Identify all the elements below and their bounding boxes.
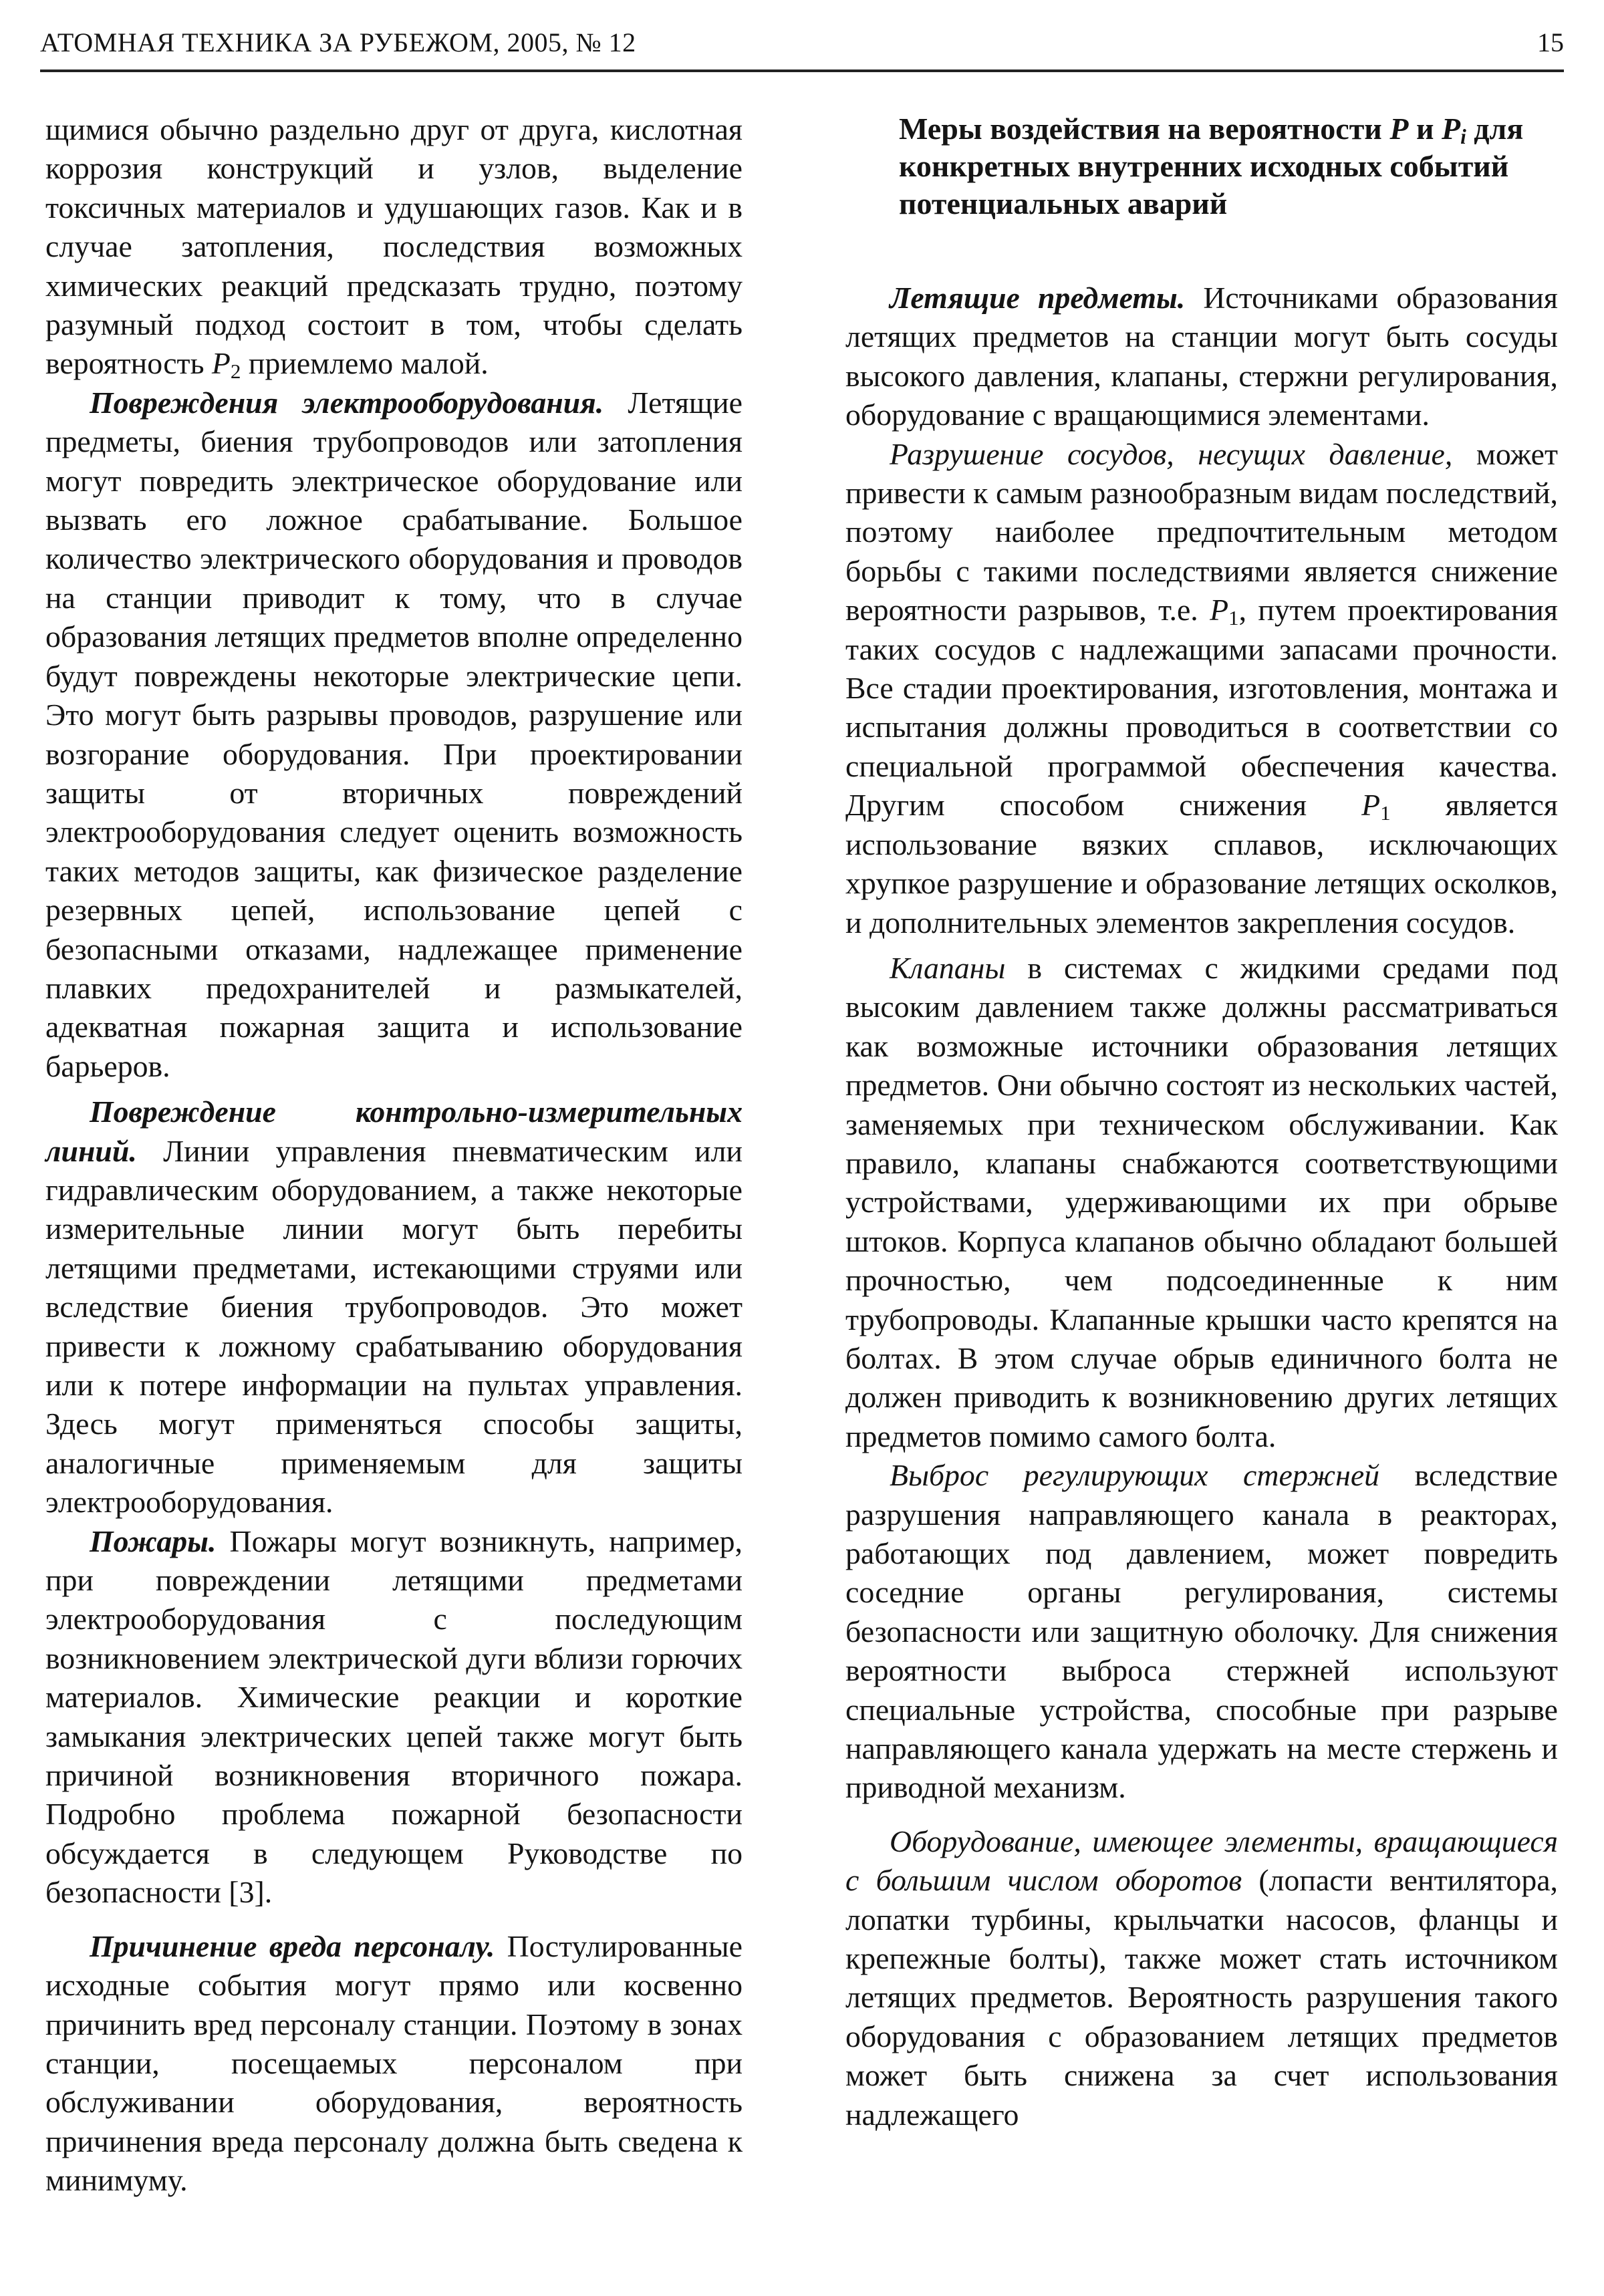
run-in-heading: Повреждения электрооборудования. [90, 385, 604, 420]
run-in-heading: Выброс регулирующих стержней [890, 1458, 1380, 1493]
section-heading: Меры воздействия на вероятности P и $P_i$ для конкретных внутренних исходных событий потенциальных аварий [899, 112, 1524, 221]
left-column [45, 110, 743, 2200]
paragraph-personnel-harm: Причинение вреда персоналу. Постулированные исходные события могут прямо или косвенно причинить вред персоналу станции. Поэтому в зонах станции, посещаемых персоналом при обслуживании оборудования, вероятность причинения вреда персоналу должна быть сведена к минимуму. [45, 1928, 743, 2198]
running-head [40, 27, 1564, 74]
paragraph-instrument-lines: Повреждение контрольно-измерительных линий. Линии управления пневматическим или гидравлическим оборудованием, а также некоторые измерительные линии могут быть перебиты летящими предметами, истекающими струями или вследствие биения трубопроводов. Это может привести к ложному срабатыванию оборудования или к потере информации на пультах управления. Здесь могут применяться способы защиты, аналогичные применяемым для защиты электрооборудования. [45, 1095, 743, 1520]
symbol-p2: P [211, 346, 231, 381]
paragraph-rod-ejection: Выброс регулирующих стержней вследствие разрушения направляющего канала в реакторах, работающих под давлением, может повредить соседние органы регулирования, системы безопасности или защитную оболочку. Для снижения вероятности выброса стержней используют специальные устройства, способные при разрыве направляющего канала удержать на месте стержень и приводной механизм. [845, 1458, 1559, 1805]
paragraph-chemical-reactions: щимися обычно раздельно друг от друга, кислотная коррозия конструкций и узлов, выделение токсичных материалов и удушающих газов. Как и в случае затопления, последствия возможных химических реакций предсказать трудно, поэтому разумный подход состоит в том, чтобы сделать вероятность $P_2$ приемлемо малой. [45, 112, 743, 384]
page-number: 15 [1537, 27, 1564, 57]
journal-title: АТОМНАЯ ТЕХНИКА ЗА РУБЕЖОМ, 2005, № 12 [40, 27, 636, 57]
run-in-heading: Пожары. [90, 1524, 217, 1558]
paragraph-rotating-equipment: Оборудование, имеющее элементы, вращающиеся с большим числом оборотов (лопасти вентилятора, лопатки турбины, крыльчатки насосов, фланцы и крепежные болты), также может стать источником летящих предметов. Вероятность разрушения такого оборудования с образованием летящих предметов может быть снижена за счет использования надлежащего [845, 1824, 1558, 2132]
right-column [845, 110, 1558, 2134]
paragraph-valves: Клапаны в системах с жидкими средами под высоким давлением также должны рассматриваться как возможные источники образования летящих предметов. Они обычно состоят из нескольких частей, заменяемых при техническом обслуживании. Как правило, клапаны снабжаются соответствующими устройствами, удерживающими их при обрыве штоков. Корпуса клапанов обычно обладают большей прочностью, чем подсоединенные к ним трубопроводы. Клапанные крышки часто крепятся на болтах. В этом случае обрыв единичного болта не должен приводить к возникновению других летящих предметов помимо самого болта. [845, 950, 1558, 1453]
run-in-heading: Разрушение сосудов, несущих давление, [890, 436, 1453, 471]
paragraph-fires: Пожары. Пожары могут возникнуть, например, при повреждении летящими предметами электрооборудования с последующим возникновением электрической дуги вблизи горючих материалов. Химические реакции и короткие замыкания электрических цепей также могут быть причиной возникновения вторичного пожара. Подробно проблема пожарной безопасности обсуждается в следующем Руководстве по безопасности [3]. [45, 1524, 743, 1910]
paragraph-electrical-damage: Повреждения электрооборудования. Летящие предметы, биения трубопроводов или затопления могут повредить электрическое оборудование или вызвать его ложное срабатывание. Большое количество электрического оборудования и проводов на станции приводит к тому, что в случае образования летящих предметов вполне определенно будут повреждены некоторые электрические цепи. Это могут быть разрывы проводов, разрушение или возгорание оборудования. При проектировании защиты от вторичных повреждений электрооборудования следует оценить возможность таких методов защиты, как физическое разделение резервных цепей, использование цепей с безопасными отказами, надлежащее применение плавких предохранителей и размыкателей, адекватная пожарная защита и использование барьеров. [45, 385, 743, 1083]
run-in-heading: Клапаны [890, 950, 1006, 985]
header-rule [40, 69, 1564, 72]
run-in-heading: Оборудование, имеющее элементы, вращающиеся с большим числом оборотов [845, 1824, 1558, 1898]
paragraph-vessel-rupture: Разрушение сосудов, несущих давление, может привести к самым разнообразным видам последствий, поэтому наиболее предпочтительным методом борьбы с такими последствиями является снижение вероятности разрывов, т.е. $P_1$, путем проектирования таких сосудов с надлежащими запасами прочности. Все стадии проектирования, изготовления, монтажа и испытания должны проводиться в соответствии со специальной программой обеспечения качества. Другим способом снижения $P_1$ является использование вязких сплавов, исключающих хрупкое разрушение и образование летящих осколков, и дополнительных элементов закрепления сосудов. [845, 436, 1558, 940]
run-in-heading: Летящие предметы. [890, 281, 1186, 315]
run-in-heading: Повреждение контрольно-измерительных линий. [45, 1095, 743, 1168]
run-in-heading: Причинение вреда персоналу. [90, 1928, 495, 1963]
paragraph-flying-objects: Летящие предметы. Источниками образования летящих предметов на станции могут быть сосуды высокого давления, клапаны, стержни регулирования, оборудование с вращающимися элементами. [845, 281, 1559, 432]
